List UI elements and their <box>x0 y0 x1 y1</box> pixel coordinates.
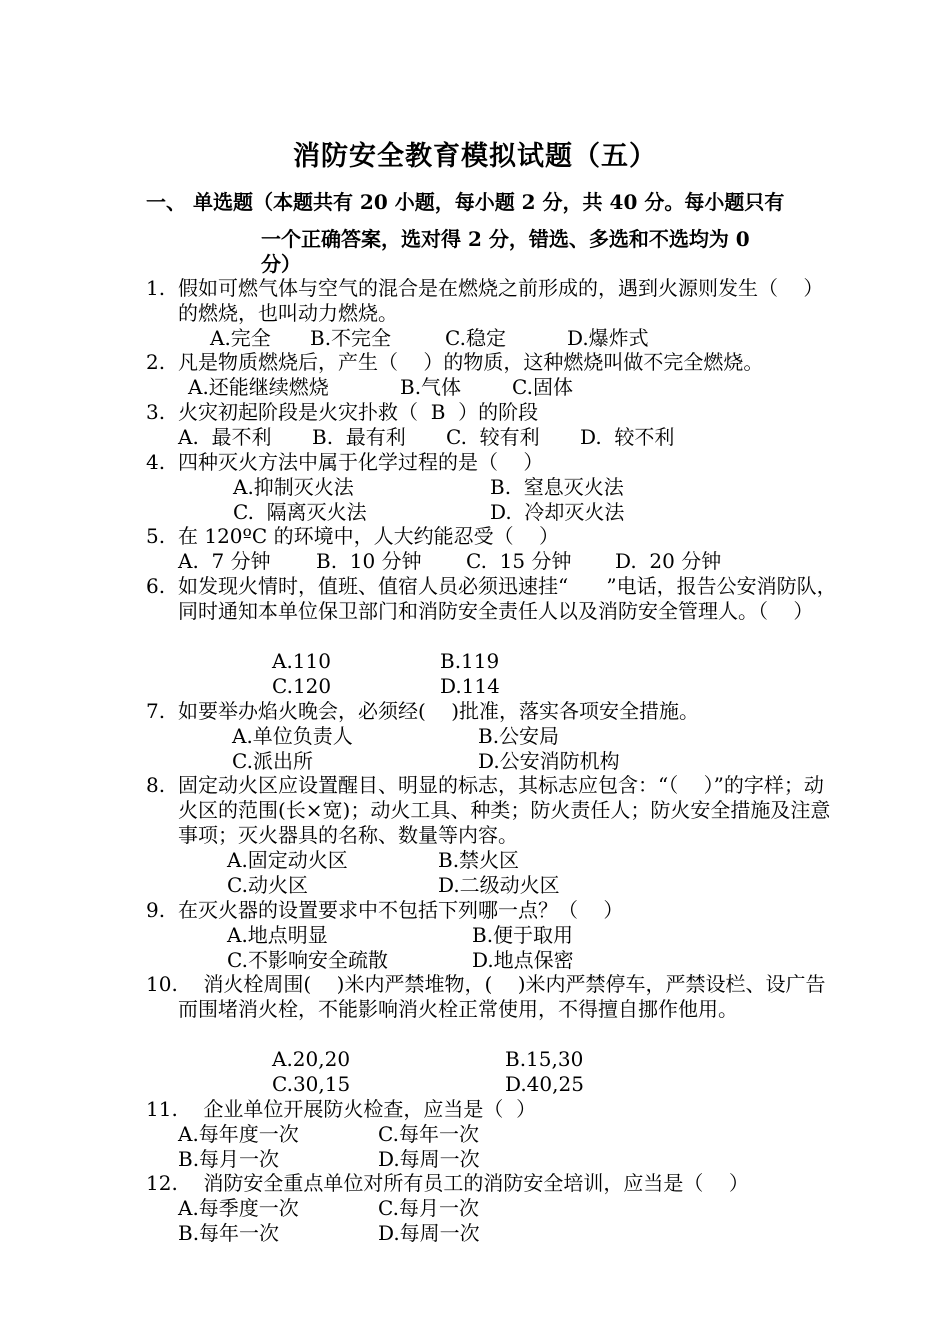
option: C.动火区 <box>227 873 308 897</box>
option: A.固定动火区 <box>227 848 348 872</box>
question-text: 四种灭火方法中属于化学过程的是（ ） <box>178 450 544 474</box>
question-text: 消火栓周围( )米内严禁堆物，( )米内严禁停车，严禁设栏、设广告而围堵消火栓，不能影响消火栓正常使用，不得擅自挪作他用。 <box>178 972 826 1021</box>
option: C.每月一次 <box>378 1196 479 1220</box>
option: C.不影响安全疏散 <box>227 948 388 972</box>
question-text: 固定动火区应设置醒目、明显的标志，其标志应包含：“（ ）”的字样；动火区的范围(长×宽)；动火工具、种类；防火责任人；防火安全措施及注意事项；灭火器具的名称、数量等内容。 <box>178 773 831 847</box>
option: B.每年一次 <box>178 1221 280 1245</box>
option: D.40,25 <box>505 1072 584 1096</box>
option: B.公安局 <box>478 724 560 748</box>
option: D. 冷却灭火法 <box>490 500 625 524</box>
section-heading-line-1: 一、 单选题（本题共有 20 小题，每小题 2 分，共 40 分。每小题只有 <box>146 190 785 214</box>
question-text: 在灭火器的设置要求中不包括下列哪一点？（ ） <box>178 898 624 922</box>
option: D.每周一次 <box>378 1221 480 1245</box>
section-heading-line-2: 一个正确答案，选对得 2 分，错选、多选和不选均为 0 <box>261 227 750 251</box>
option: B.便于取用 <box>472 923 574 947</box>
option: D.114 <box>440 674 500 698</box>
question-text: 在 120ºC 的环境中，人大约能忍受（ ） <box>178 524 560 548</box>
option: C. 15 分钟 <box>466 549 572 573</box>
page-title: 消防安全教育模拟试题（五） <box>293 141 657 172</box>
option: D.地点保密 <box>472 948 574 972</box>
question-number: 8. <box>146 773 166 797</box>
question-number: 5. <box>146 524 166 548</box>
question-number: 10. <box>146 972 178 996</box>
option: A.每年度一次 <box>178 1122 299 1146</box>
option: B.不完全 <box>310 326 392 350</box>
option: A.110 <box>272 649 331 673</box>
option: B. 最有利 <box>312 425 406 449</box>
question-number: 4. <box>146 450 166 474</box>
question-number: 2. <box>146 350 166 374</box>
question-number: 11. <box>146 1097 178 1121</box>
option: A.地点明显 <box>227 923 328 947</box>
question-number: 9. <box>146 898 166 922</box>
option: D.二级动火区 <box>438 873 560 897</box>
option: A.20,20 <box>272 1047 351 1071</box>
option: C.稳定 <box>445 326 506 350</box>
question-number: 12. <box>146 1171 178 1195</box>
option: D. 较不利 <box>580 425 675 449</box>
option: D.爆炸式 <box>567 326 649 350</box>
option: C.派出所 <box>232 749 313 773</box>
option: C. 隔离灭火法 <box>233 500 367 524</box>
option: B.每月一次 <box>178 1147 280 1171</box>
option: C.120 <box>272 674 332 698</box>
option: B.禁火区 <box>438 848 520 872</box>
question-text: 凡是物质燃烧后，产生（ ）的物质，这种燃烧叫做不完全燃烧。 <box>178 350 764 374</box>
question-text: 假如可燃气体与空气的混合是在燃烧之前形成的，遇到火源则发生（ ）的燃烧，也叫动力燃烧。 <box>178 276 824 325</box>
option: A.完全 <box>210 326 271 350</box>
question-text: 企业单位开展防火检查，应当是（ ） <box>178 1097 537 1121</box>
option: A.还能继续燃烧 <box>188 375 329 399</box>
option: C. 较有利 <box>446 425 540 449</box>
option: D.公安消防机构 <box>478 749 620 773</box>
question-text: 消防安全重点单位对所有员工的消防安全培训，应当是（ ） <box>178 1171 749 1195</box>
option: C.每年一次 <box>378 1122 479 1146</box>
option: B.气体 <box>400 375 462 399</box>
question-text: 如发现火情时，值班、值宿人员必须迅速挂“ ”电话，报告公安消防队，同时通知本单位保卫部门和消防安全责任人以及消防安全管理人。（ ） <box>178 574 837 623</box>
option: B. 10 分钟 <box>316 549 422 573</box>
question-number: 3. <box>146 400 166 424</box>
question-number: 7. <box>146 699 166 723</box>
option: B.119 <box>440 649 500 673</box>
option: B.15,30 <box>505 1047 584 1071</box>
question-text: 如要举办焰火晚会，必须经( )批准，落实各项安全措施。 <box>178 699 700 723</box>
option: A.抑制灭火法 <box>233 475 354 499</box>
option: B. 窒息灭火法 <box>490 475 624 499</box>
option: A.单位负责人 <box>232 724 353 748</box>
option: D. 20 分钟 <box>615 549 722 573</box>
option: A. 7 分钟 <box>178 549 271 573</box>
question-number: 6. <box>146 574 166 598</box>
option: A. 最不利 <box>178 425 272 449</box>
option: C.30,15 <box>272 1072 351 1096</box>
question-text: 火灾初起阶段是火灾扑救（ B ）的阶段 <box>178 400 539 424</box>
option: D.每周一次 <box>378 1147 480 1171</box>
option: A.每季度一次 <box>178 1196 299 1220</box>
option: C.固体 <box>512 375 573 399</box>
question-number: 1. <box>146 276 166 300</box>
section-heading-line-3: 分） <box>261 252 301 276</box>
